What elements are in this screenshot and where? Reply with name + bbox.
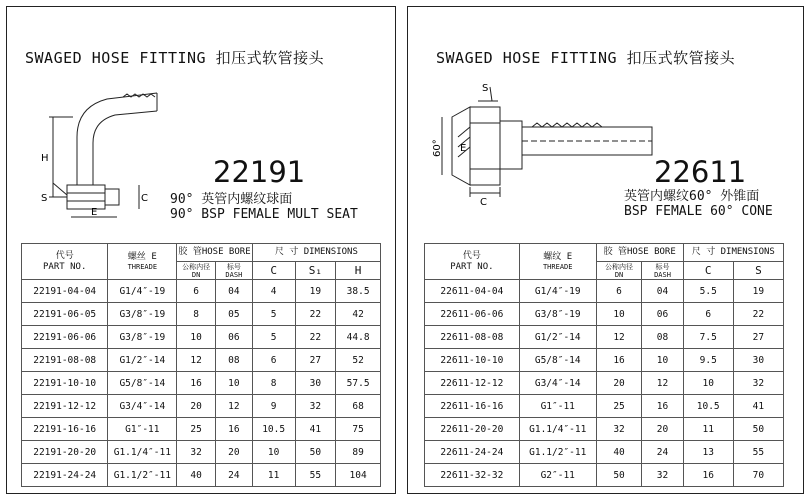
table-cell: 75 — [336, 418, 381, 441]
table-row — [425, 464, 784, 487]
table-cell: 20 — [215, 441, 252, 464]
table-row — [425, 326, 784, 349]
table-cell: 08 — [215, 349, 252, 372]
table-cell: G1.1/2″-11 — [108, 464, 177, 487]
table-cell: 9 — [252, 395, 295, 418]
right-dim-s: S — [482, 83, 489, 94]
table-cell: 20 — [596, 372, 642, 395]
table-cell: 22611-06-06 — [425, 303, 520, 326]
table-row — [22, 464, 381, 487]
table-cell: 22191-16-16 — [22, 418, 108, 441]
table-cell: 22611-20-20 — [425, 418, 520, 441]
table-cell: 22611-04-04 — [425, 280, 520, 303]
table-row — [22, 326, 381, 349]
right-desc-cn: 英管内螺纹60° 外锥面 — [624, 189, 760, 204]
table-cell: G5/8″-14 — [519, 349, 596, 372]
left-th-thread: 螺丝 E THREADE — [108, 244, 177, 280]
table-cell: 20 — [642, 418, 683, 441]
table-cell: 7.5 — [683, 326, 733, 349]
table-cell: 50 — [733, 418, 783, 441]
table-cell: 50 — [596, 464, 642, 487]
right-th-dn: 公称内径 DN — [596, 262, 642, 280]
right-diagram — [422, 77, 672, 207]
table-cell: 89 — [336, 441, 381, 464]
table-row — [22, 395, 381, 418]
left-th-dash: 标号 DASH — [215, 262, 252, 280]
table-cell: 08 — [642, 326, 683, 349]
right-dim-e: E — [460, 143, 467, 154]
table-row — [425, 418, 784, 441]
table-cell: 22 — [295, 326, 336, 349]
table-cell: 12 — [177, 349, 216, 372]
table-cell: 6 — [683, 303, 733, 326]
table-cell: G5/8″-14 — [108, 372, 177, 395]
table-cell: 104 — [336, 464, 381, 487]
table-cell: 50 — [295, 441, 336, 464]
right-th-c: C — [683, 262, 733, 280]
right-th-dims: 尺 寸 DIMENSIONS — [683, 244, 783, 262]
table-cell: 6 — [252, 349, 295, 372]
left-th-bore: 胶 管HOSE BORE — [177, 244, 252, 262]
table-cell: 44.8 — [336, 326, 381, 349]
table-cell: 22 — [295, 303, 336, 326]
left-dim-s: S — [41, 193, 48, 204]
left-title: SWAGED HOSE FITTING 扣压式软管接头 — [25, 49, 325, 67]
left-dim-h: H — [41, 153, 49, 164]
table-cell: 8 — [177, 303, 216, 326]
table-cell: 4 — [252, 280, 295, 303]
table-cell: 19 — [733, 280, 783, 303]
table-cell: 22191-10-10 — [22, 372, 108, 395]
table-cell: 52 — [336, 349, 381, 372]
right-dim-c: C — [480, 197, 487, 207]
table-cell: 9.5 — [683, 349, 733, 372]
table-cell: 22191-12-12 — [22, 395, 108, 418]
table-cell: 16 — [596, 349, 642, 372]
table-cell: G3/8″-19 — [108, 326, 177, 349]
right-title: SWAGED HOSE FITTING 扣压式软管接头 — [436, 49, 736, 67]
table-cell: 40 — [177, 464, 216, 487]
table-cell: G1″-11 — [519, 395, 596, 418]
table-cell: 25 — [596, 395, 642, 418]
table-cell: 6 — [177, 280, 216, 303]
right-table-body — [425, 280, 784, 487]
table-cell: 10 — [596, 303, 642, 326]
left-dim-e: E — [91, 207, 98, 218]
table-cell: 57.5 — [336, 372, 381, 395]
table-cell: 12 — [642, 372, 683, 395]
left-th-part: 代号 PART NO. — [22, 244, 108, 280]
right-panel — [407, 6, 804, 494]
right-th-bore: 胶 管HOSE BORE — [596, 244, 683, 262]
table-cell: 11 — [683, 418, 733, 441]
table-cell: G2″-11 — [519, 464, 596, 487]
table-cell: G1″-11 — [108, 418, 177, 441]
table-cell: 30 — [295, 372, 336, 395]
table-row — [22, 441, 381, 464]
left-part-number: 22191 — [213, 155, 306, 189]
table-cell: 5 — [252, 326, 295, 349]
table-cell: 12 — [596, 326, 642, 349]
table-cell: 04 — [642, 280, 683, 303]
table-cell: 10.5 — [683, 395, 733, 418]
table-cell: 55 — [733, 441, 783, 464]
right-th-s: S — [733, 262, 783, 280]
table-cell: 22191-24-24 — [22, 464, 108, 487]
table-row — [425, 441, 784, 464]
table-cell: 70 — [733, 464, 783, 487]
right-dim-angle: 60° — [432, 139, 443, 157]
left-diagram — [27, 77, 177, 227]
left-th-h: H — [336, 262, 381, 280]
table-cell: 6 — [596, 280, 642, 303]
table-cell: G3/4″-14 — [519, 372, 596, 395]
table-cell: 16 — [642, 395, 683, 418]
right-th-dash: 标号 DASH — [642, 262, 683, 280]
table-cell: G1/4″-19 — [108, 280, 177, 303]
right-desc-en: BSP FEMALE 60° CONE — [624, 204, 773, 219]
table-cell: 22611-10-10 — [425, 349, 520, 372]
table-cell: 22 — [733, 303, 783, 326]
table-cell: 10 — [683, 372, 733, 395]
table-cell: 24 — [215, 464, 252, 487]
table-row — [425, 303, 784, 326]
table-cell: 38.5 — [336, 280, 381, 303]
table-cell: 10.5 — [252, 418, 295, 441]
table-cell: 22611-08-08 — [425, 326, 520, 349]
left-panel — [6, 6, 396, 494]
table-cell: 10 — [252, 441, 295, 464]
table-cell: 04 — [215, 280, 252, 303]
table-row — [425, 395, 784, 418]
table-cell: 22191-08-08 — [22, 349, 108, 372]
left-desc-en: 90° BSP FEMALE MULT SEAT — [170, 207, 358, 222]
table-cell: G1.1/4″-11 — [519, 418, 596, 441]
table-cell: 5.5 — [683, 280, 733, 303]
table-cell: 06 — [215, 326, 252, 349]
table-row — [22, 372, 381, 395]
left-dim-c: C — [141, 193, 148, 204]
right-table — [424, 243, 784, 487]
table-cell: 10 — [642, 349, 683, 372]
table-cell: G1/2″-14 — [519, 326, 596, 349]
left-th-c: C — [252, 262, 295, 280]
table-cell: 22191-20-20 — [22, 441, 108, 464]
table-row — [22, 418, 381, 441]
table-cell: G3/8″-19 — [108, 303, 177, 326]
table-cell: 22611-16-16 — [425, 395, 520, 418]
table-cell: 22191-06-05 — [22, 303, 108, 326]
table-cell: 06 — [642, 303, 683, 326]
table-cell: 27 — [295, 349, 336, 372]
table-cell: 32 — [295, 395, 336, 418]
left-desc-cn: 90° 英管内螺纹球面 — [170, 192, 293, 207]
table-cell: 10 — [177, 326, 216, 349]
table-cell: G1/4″-19 — [519, 280, 596, 303]
left-table — [21, 243, 381, 487]
table-row — [22, 349, 381, 372]
table-cell: 11 — [252, 464, 295, 487]
table-cell: 22191-04-04 — [22, 280, 108, 303]
table-cell: G1.1/4″-11 — [108, 441, 177, 464]
table-cell: 13 — [683, 441, 733, 464]
table-cell: 55 — [295, 464, 336, 487]
table-cell: 22611-12-12 — [425, 372, 520, 395]
table-cell: 40 — [596, 441, 642, 464]
table-cell: 27 — [733, 326, 783, 349]
table-cell: 22611-24-24 — [425, 441, 520, 464]
table-cell: G1.1/2″-11 — [519, 441, 596, 464]
table-cell: 24 — [642, 441, 683, 464]
table-cell: 32 — [596, 418, 642, 441]
table-cell: 8 — [252, 372, 295, 395]
table-cell: 16 — [177, 372, 216, 395]
table-cell: G3/8″-19 — [519, 303, 596, 326]
table-cell: G1/2″-14 — [108, 349, 177, 372]
table-row — [425, 349, 784, 372]
table-cell: 19 — [295, 280, 336, 303]
table-cell: 25 — [177, 418, 216, 441]
table-cell: 32 — [642, 464, 683, 487]
right-th-part: 代号 PART NO. — [425, 244, 520, 280]
table-cell: 22611-32-32 — [425, 464, 520, 487]
table-cell: 22191-06-06 — [22, 326, 108, 349]
left-th-dn: 公称内径 DN — [177, 262, 216, 280]
table-cell: 10 — [215, 372, 252, 395]
table-cell: 41 — [295, 418, 336, 441]
right-th-thread: 螺纹 E THREADE — [519, 244, 596, 280]
table-cell: 12 — [215, 395, 252, 418]
table-cell: 32 — [177, 441, 216, 464]
table-row — [22, 303, 381, 326]
table-cell: 16 — [683, 464, 733, 487]
table-cell: 68 — [336, 395, 381, 418]
table-row — [425, 280, 784, 303]
table-cell: 41 — [733, 395, 783, 418]
table-cell: 05 — [215, 303, 252, 326]
right-part-number: 22611 — [654, 155, 747, 189]
table-row — [425, 372, 784, 395]
table-cell: 32 — [733, 372, 783, 395]
table-row — [22, 280, 381, 303]
table-cell: 20 — [177, 395, 216, 418]
table-cell: 42 — [336, 303, 381, 326]
table-cell: 16 — [215, 418, 252, 441]
table-cell: 5 — [252, 303, 295, 326]
table-cell: G3/4″-14 — [108, 395, 177, 418]
table-cell: 30 — [733, 349, 783, 372]
left-th-s: S₁ — [295, 262, 336, 280]
left-th-dims: 尺 寸 DIMENSIONS — [252, 244, 380, 262]
left-table-body — [22, 280, 381, 487]
